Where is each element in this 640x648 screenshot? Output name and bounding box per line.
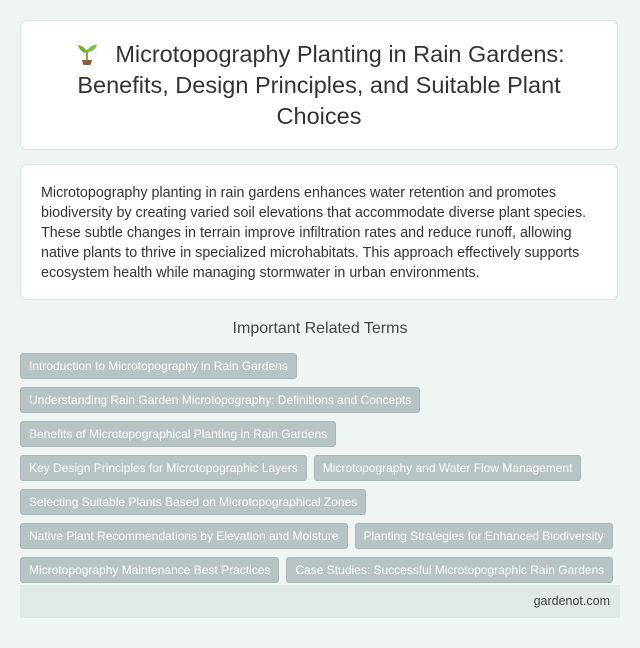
term-tag[interactable]: Key Design Principles for Microtopographic Layers (20, 455, 307, 481)
term-tag[interactable]: Native Plant Recommendations by Elevation and Moisture (20, 523, 348, 549)
term-tag[interactable]: Introduction to Microtopography in Rain Gardens (20, 353, 297, 379)
term-tag[interactable]: Microtopography and Water Flow Management (314, 455, 582, 481)
page-title (49, 39, 589, 132)
related-terms-heading: Important Related Terms (232, 320, 408, 337)
tag-row (20, 421, 620, 447)
tag-row (20, 523, 620, 549)
description-card (20, 164, 618, 300)
sprout-icon (73, 41, 101, 65)
footer-site-link[interactable]: gardenot.com (533, 594, 610, 608)
related-terms-list (20, 353, 620, 591)
term-tag[interactable]: Understanding Rain Garden Microtopography: Definitions and Concepts (20, 387, 420, 413)
tag-row (20, 387, 620, 413)
description-text: Microtopography planting in rain gardens enhances water retention and promotes biodiversity by creating varied soil elevations that accommodate diverse plant species. These subtle changes in terrain improve infiltration rates and reduce runoff, allowing native plants to thrive in specialized microhabitats. This approach effectively supports ecosystem health while managing stormwater in urban environments. (41, 185, 587, 281)
term-tag[interactable]: Benefits of Microtopographical Planting in Rain Gardens (20, 421, 336, 447)
term-tag[interactable]: Case Studies: Successful Microtopographic Rain Gardens (286, 557, 613, 583)
tag-row (20, 353, 620, 379)
footer (20, 585, 620, 618)
title-card (20, 20, 618, 150)
page-title-text: Microtopography Planting in Rain Gardens: Benefits, Design Principles, and Suitable Plant Choices (77, 40, 565, 129)
term-tag[interactable]: Planting Strategies for Enhanced Biodiversity (355, 523, 613, 549)
term-tag[interactable]: Selecting Suitable Plants Based on Microtopographical Zones (20, 489, 366, 515)
tag-row (20, 489, 620, 515)
tag-row (20, 455, 620, 481)
term-tag[interactable]: Microtopography Maintenance Best Practices (20, 557, 279, 583)
tag-row (20, 557, 620, 583)
